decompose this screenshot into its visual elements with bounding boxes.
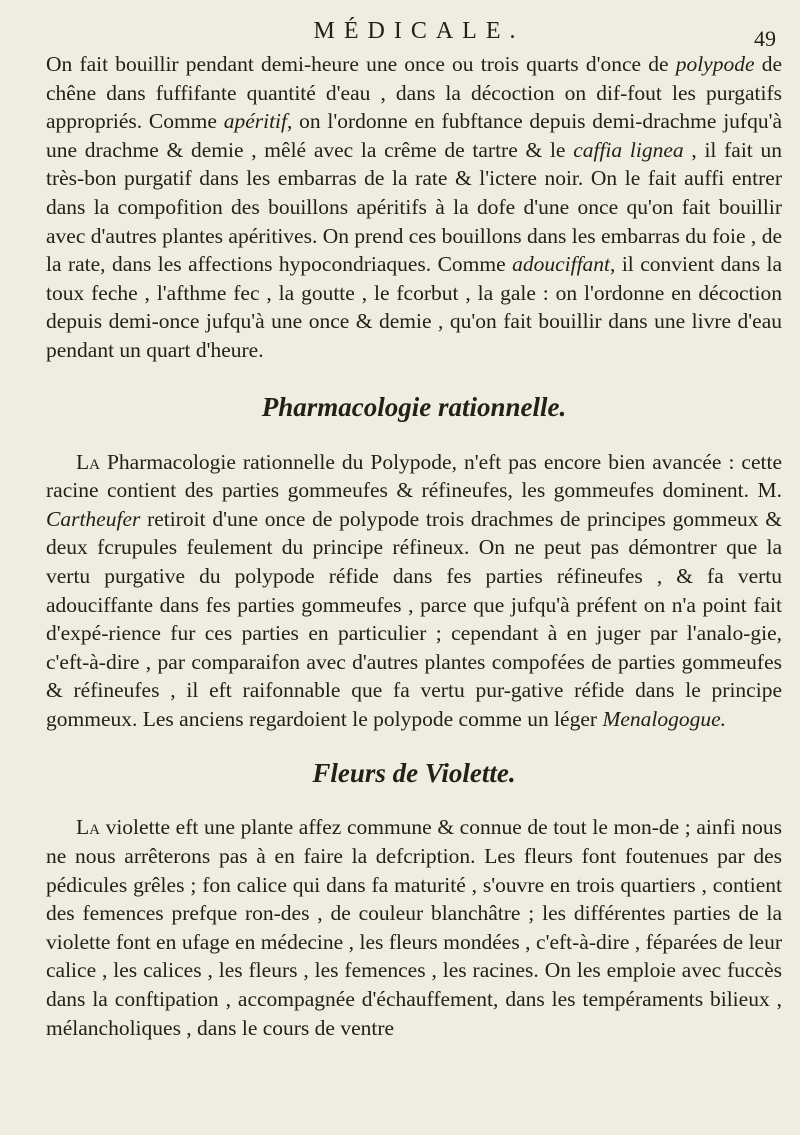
paragraph-pharmacologie	[46, 448, 782, 734]
lead-word: La	[76, 815, 100, 840]
running-head	[46, 10, 782, 51]
paragraph-polypode-usage	[46, 50, 782, 365]
text-run: On fait bouillir pendant demi-heure une once ou trois quarts d'once de	[46, 52, 676, 76]
italic-term: polypode	[675, 52, 755, 76]
italic-term: Menalogogue.	[602, 706, 727, 731]
text-run: , on l'ordonne en fubftance depuis demi-drachme jufqu'à une drachme & demie , mêlé avec la crême de tartre & le	[46, 109, 782, 162]
lead-word: La	[76, 449, 100, 474]
paragraph-violette	[46, 813, 782, 1042]
section-heading-violette: Fleurs de Violette.	[312, 758, 516, 789]
page-number: 49	[754, 26, 776, 51]
text-run: Pharmacologie rationnelle du Polypode, n'eft pas encore bien avancée : cette racine contient des parties gommeufes & réfineufes, les gommeufes dominent. M.	[46, 449, 782, 503]
text-run: retiroit d'une once de polypode trois drachmes de principes gommeux & deux fcrupules feulement du principe réfineux. On ne peut pas démontrer que la vertu purgative du polypode réfide dans fes parties réfineufes , & fa vertu adouciffante dans fes parties gommeufes , parce que jufqu'à préfent on n'a point fait d'expé-rience fur ces parties en particulier ; cependant à en juger par l'analo-gie, c'eft-à-dire , par comparaifon avec d'autres plantes compofées de parties gommeufes & réfineufes , il eft raifonnable que fa vertu pur-gative réfide dans le principe gommeux. Les anciens regardoient le polypode comme un léger	[46, 506, 782, 731]
italic-term: adouciffant	[512, 252, 611, 277]
italic-term: apéritif	[223, 109, 288, 134]
text-run: , il fait un très-bon purgatif dans les embarras de la rate & l'ictere noir. On le fait auffi entrer dans la compofition des bouillons apéritifs à la dofe d'une once qu'on fait bouillir avec d'autres plantes apéritives. On prend ces bouillons dans les embarras du foie , de la rate, dans les affections hypocondriaques. Comme	[46, 137, 782, 277]
section-heading-pharmacologie: Pharmacologie rationnelle.	[261, 391, 567, 422]
italic-term: Cartheufer	[46, 506, 141, 531]
text-run: , il convient dans la toux feche , l'afthme fec , la goutte , le fcorbut , la gale : on l'ordonne en décoction depuis demi-once jufqu'à une once & demie , qu'on fait bouillir dans une livre d'eau pendant un quart d'heure.	[46, 252, 783, 362]
text-run: de chêne dans fuffifante quantité d'eau , dans la décoction on dif-fout les purgatifs appropriés. Comme	[46, 52, 782, 134]
text-run: violette eft une plante affez commune & connue de tout le mon-de ; ainfi nous ne nous arrêterons pas à en faire la defcription. Les fleurs font foutenues par des pédicules grêles ; fon calice qui dans fa maturité , s'ouvre en trois quartiers , contient des femences prefque ron-des , de couleur blanchâtre ; les différentes parties de la violette font en ufage en médecine , les fleurs mondées , c'eft-à-dire , féparées de leur calice , les calices , les fleurs , les femences , les racines. On les emploie avec fuccès dans la conftipation , accompagnée d'échauffement, dans les tempéraments bilieux , mélancholiques , dans le cours de ventre	[46, 815, 782, 1040]
italic-term: caffia lignea	[573, 137, 684, 162]
running-title: MÉDICALE.	[313, 18, 525, 44]
